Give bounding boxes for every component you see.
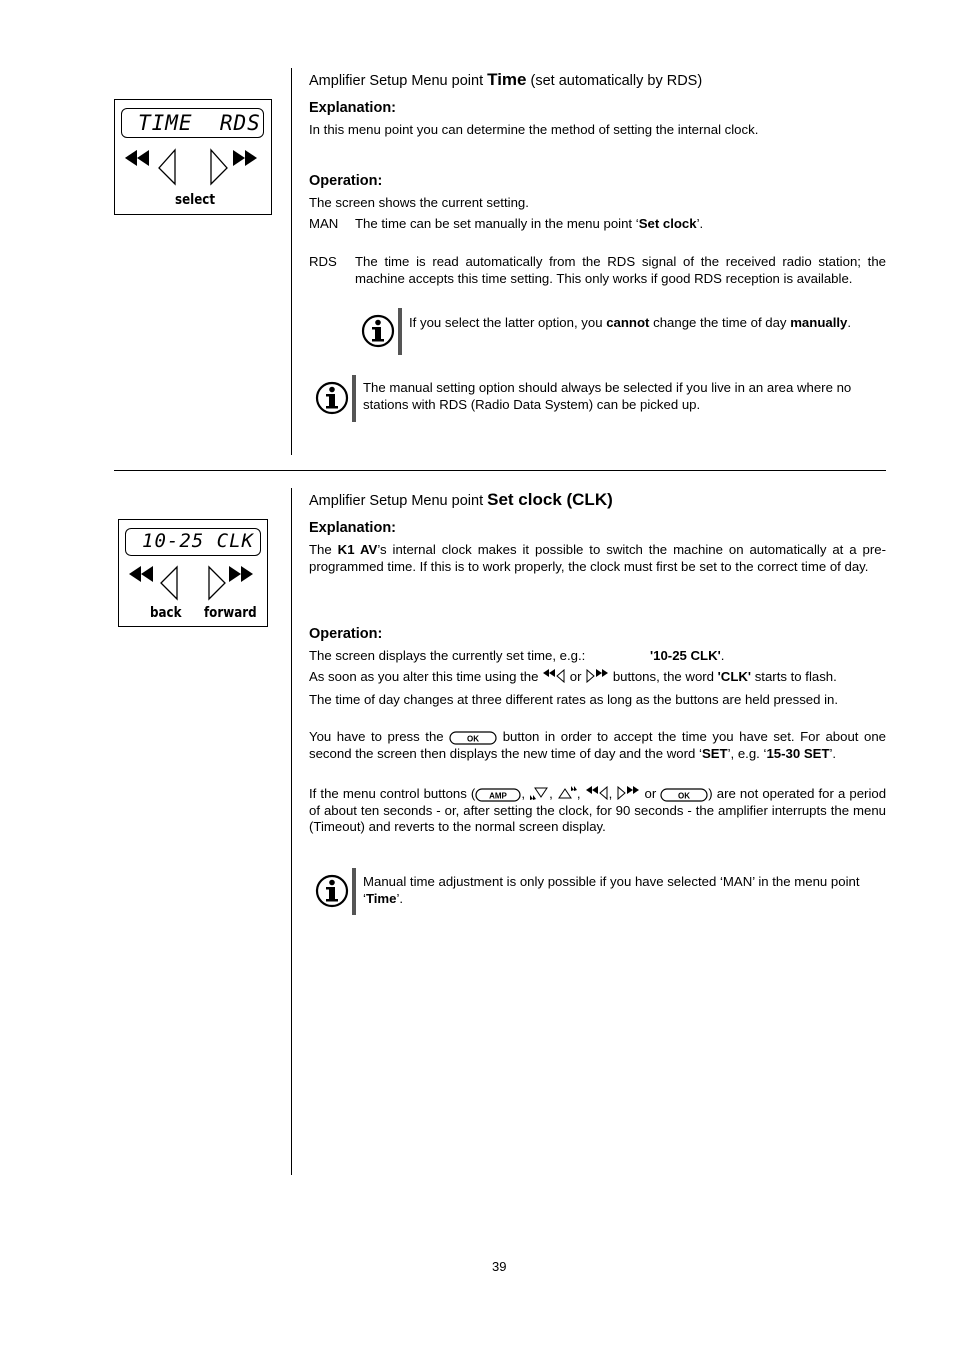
info-icon (315, 874, 349, 908)
lcd-label-forward: forward (204, 605, 257, 621)
note-bar (352, 868, 356, 915)
man-key: MAN (309, 216, 339, 231)
section1-explanation-text: In this menu point you can determine the method of setting the internal clock. (309, 122, 759, 137)
note-bar (398, 308, 402, 355)
display-illustration-clock (118, 519, 268, 627)
section1-heading: Amplifier Setup Menu point Time (set automatically by RDS) (309, 70, 703, 89)
lcd-screen (125, 528, 261, 556)
rewind-button-icon (542, 669, 566, 683)
op-current-time-example: '10-25 CLK'. (650, 648, 725, 663)
ok-button-label: OK (678, 791, 691, 801)
display-illustration-time-rds (114, 99, 272, 215)
forward-button-icon (585, 669, 609, 683)
forward-right-icon (207, 146, 263, 188)
section2-operation-title: Operation: (309, 626, 383, 642)
column-divider-bottom (291, 488, 292, 1175)
lcd-label-back: back (150, 605, 182, 621)
forward-button-icon (616, 786, 640, 800)
note-cannot-change: If you select the latter option, you cannot change the time of day manually. (409, 315, 852, 330)
page-number: 39 (492, 1259, 507, 1274)
rewind-left-icon (123, 146, 179, 188)
lcd-label-select: select (175, 192, 216, 208)
rewind-left-icon (127, 563, 183, 603)
amp-button-label: AMP (489, 791, 508, 801)
forward-right-icon (205, 563, 261, 603)
rds-key: RDS (309, 254, 337, 269)
lcd-text: 10-25 CLK (142, 530, 254, 552)
ok-button-icon (660, 788, 708, 802)
op-alter-time: As soon as you alter this time using the or buttons, the word 'CLK' starts to flash. (309, 669, 837, 684)
ok-button-icon (449, 731, 497, 745)
ok-button-label: OK (467, 734, 480, 744)
section1-explanation-title: Explanation: (309, 100, 397, 116)
op-press-ok: You have to press the OK button in order to accept the time you have set. For about one second the screen then displays the new time of day and the word ‘SET’, e.g. ‘15-30 SET’. (309, 729, 887, 761)
op-rates: The time of day changes at three different rates as long as the buttons are held pressed in. (309, 692, 839, 707)
amp-button-icon (475, 788, 521, 802)
rewind-button-icon (585, 786, 609, 800)
rds-text: The time is read automatically from the RDS signal of the received radio station; the machine accepts this time setting. This only works if good RDS reception is available. (355, 254, 886, 286)
note-manual-adjustment: Manual time adjustment is only possible if you have selected ‘MAN’ in the menu point ‘Time’. (363, 874, 860, 906)
info-icon (361, 314, 395, 348)
lcd-screen (121, 108, 264, 138)
up-select-icon (557, 785, 577, 801)
section2-explanation-title: Explanation: (309, 520, 397, 536)
op-timeout: If the menu control buttons ( AMP , , , , or OK ) are not operated for a period of about ten seconds - or, after setting the clock, for 90 seconds - the amplifier interrupts the menu (Timeout) and reverts to the normal screen display. (309, 786, 887, 834)
section1-operation-title: Operation: (309, 173, 383, 189)
op-current-time: The screen displays the currently set time, e.g.: (309, 648, 586, 663)
section-separator (114, 470, 886, 471)
section1-operation-intro: The screen shows the current setting. (309, 195, 529, 210)
section2-heading: Amplifier Setup Menu point Set clock (CLK) (309, 490, 613, 509)
down-select-icon (529, 785, 549, 801)
man-text: The time can be set manually in the menu point ‘Set clock’. (355, 216, 704, 231)
note-manual-setting: The manual setting option should always be selected if you live in an area where no stations with RDS (Radio Data System) can be picked up. (363, 380, 852, 412)
note-bar (352, 375, 356, 422)
info-icon (315, 381, 349, 415)
lcd-text: TIME RDS (138, 111, 261, 135)
section2-explanation-text: The K1 AV’s internal clock makes it possible to switch the machine on automatically at a pre-programmed time. If this is to work properly, the clock must first be set to the correct time of day. (309, 542, 886, 574)
column-divider-top (291, 68, 292, 455)
